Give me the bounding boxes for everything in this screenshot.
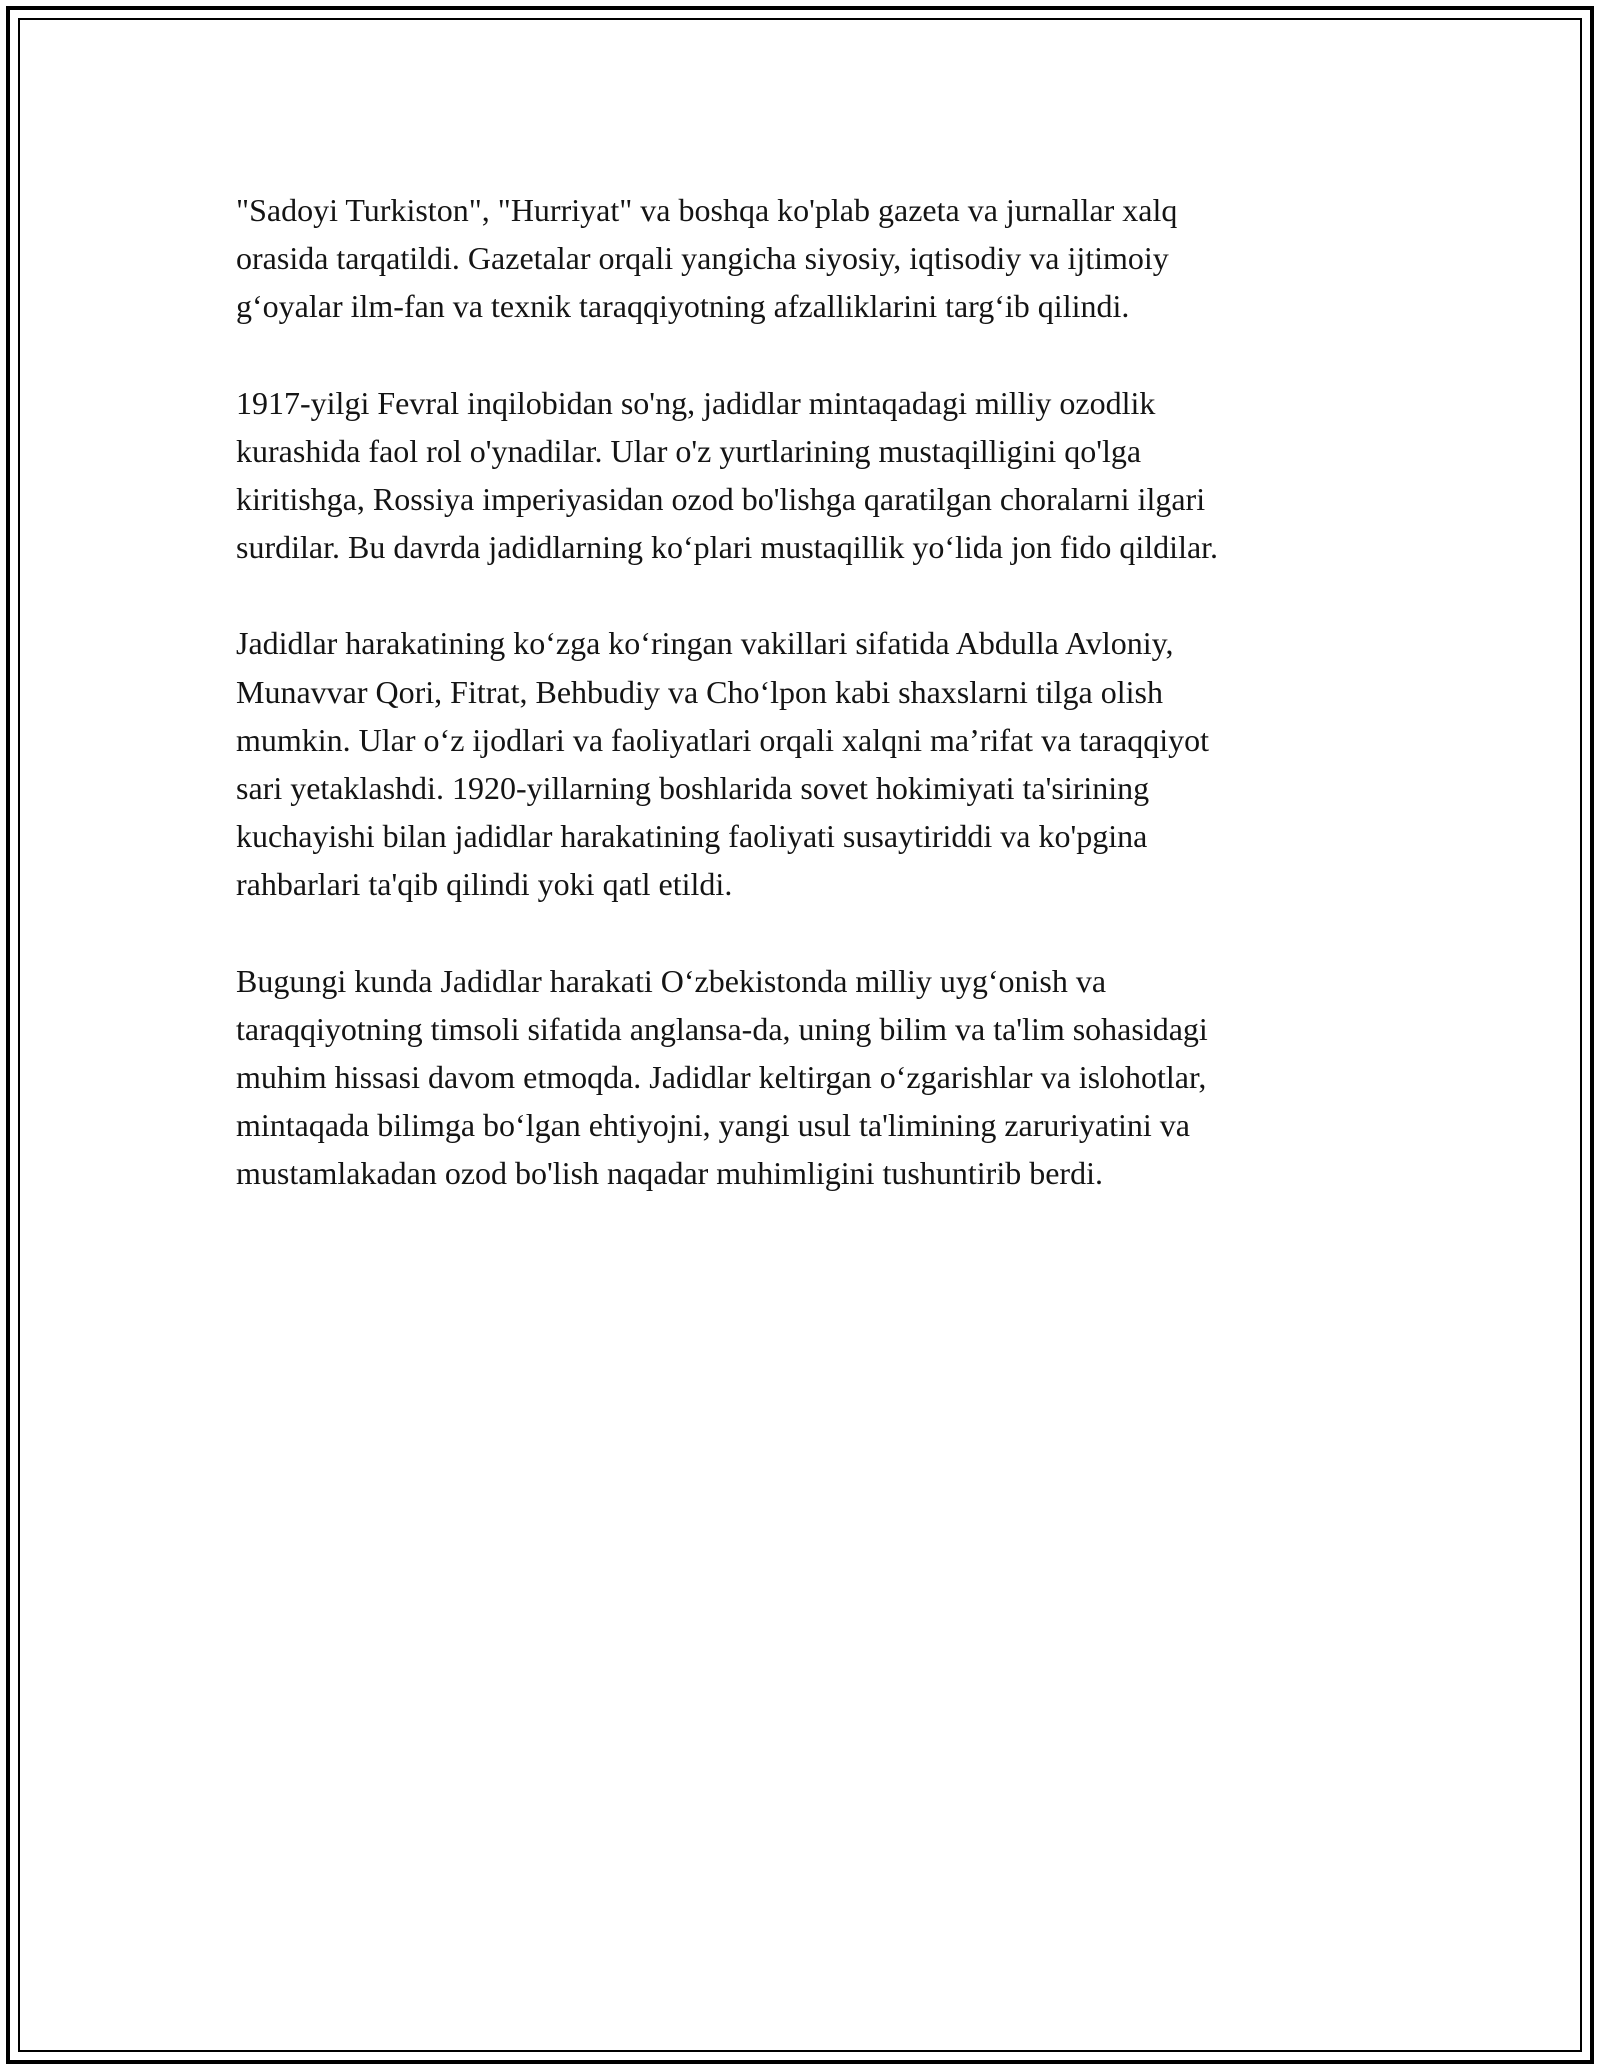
- paragraph-legacy: Bugungi kunda Jadidlar harakati O‘zbekistonda milliy uyg‘onish va taraqqiyotning timsoli sifatida anglansa-da, uning bilim va ta'lim sohasidagi muhim hissasi davom etmoqda. Jadidlar keltirgan o‘zgarishlar va islohotlar, mintaqada bilimga bo‘lgan ehtiyojni, yangi usul ta'limining zaruriyatini va mustamlakadan ozod bo'lish naqadar muhimligini tushuntirib berdi.: [236, 962, 1208, 1192]
- document-body: [236, 186, 1416, 1246]
- paragraph-newspapers: "Sadoyi Turkiston", "Hurriyat" va boshqa ko'plab gazeta va jurnallar xalq orasida tarqatildi. Gazetalar orqali yangicha siyosiy, iqtisodiy va ijtimoiy g‘oyalar ilm-fan va texnik taraqqiyotning afzalliklarini targ‘ib qilindi.: [236, 192, 1178, 325]
- paragraph-1917-revolution: 1917-yilgi Fevral inqilobidan so'ng, jadidlar mintaqadagi milliy ozodlik kurashida faol rol o'ynadilar. Ular o'z yurtlarining mustaqilligini qo'lga kiritishga, Rossiya imperiyasidan ozod bo'lishga qaratilgan choralarni ilgari surdilar. Bu davrda jadidlarning ko‘plari mustaqillik yo‘lida jon fido qildilar.: [236, 384, 1219, 566]
- paragraph-jadid-figures: Jadidlar harakatining ko‘zga ko‘ringan vakillari sifatida Abdulla Avloniy, Munavvar Qori, Fitrat, Behbudiy va Cho‘lpon kabi shaxslarni tilga olish mumkin. Ular o‘z ijodlari va faoliyatlari orqali xalqni ma’rifat va taraqqiyot sari yetaklashdi. 1920-yillarning boshlarida sovet hokimiyati ta'sirining kuchayishi bilan jadidlar harakatining faoliyati susaytiriddi va ko'pgina rahbarlari ta'qib qilindi yoki qatl etildi.: [236, 625, 1209, 903]
